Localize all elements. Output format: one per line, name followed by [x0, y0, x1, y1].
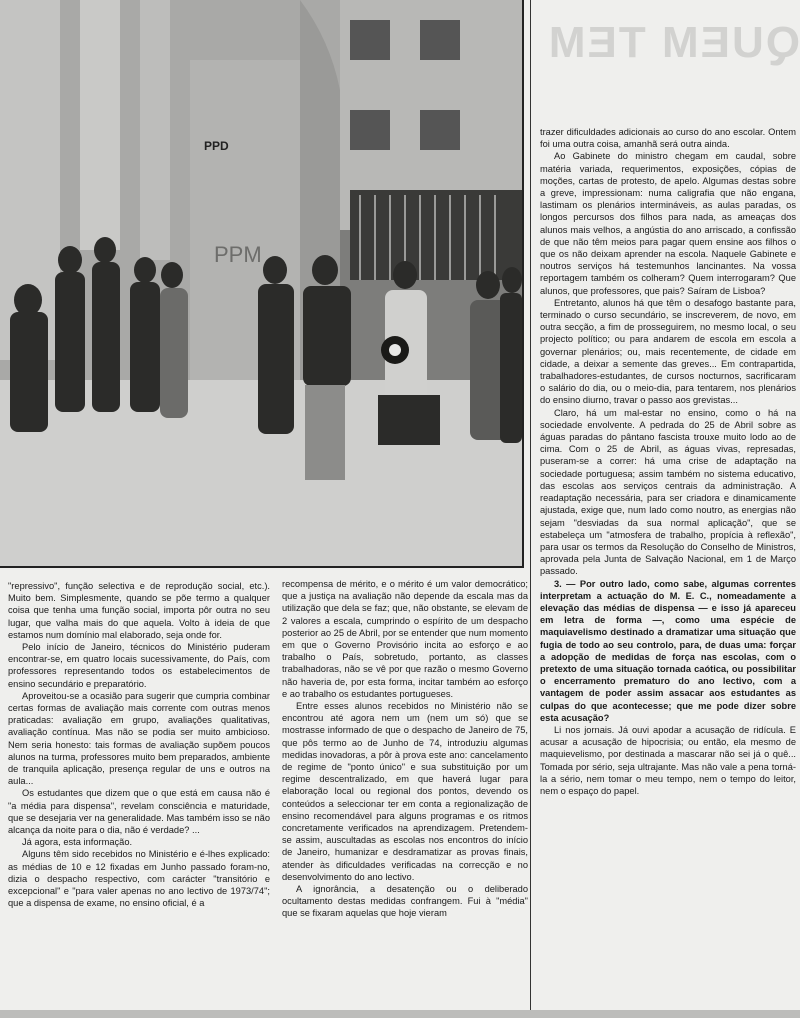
paragraph: Alguns têm sido recebidos no Ministério e é-lhes explicado: as médias de 10 e 12 fixadas em Junho passado foram-no, dizia o despacho respectivo, com carácter "transitório e excepcional" e "para valer apenas no ano lectivo de 1973/74"; que a dispensa de exame, no ensino oficial, é a — [8, 849, 270, 909]
article-column-1 — [8, 580, 270, 909]
interview-question: 3. — Por outro lado, como sabe, algumas correntes interpretam a actuação do M. E. C., nomeadamente a elevação das médias de dispensa — e isso já apareceu em letra de forma —, como uma espécie de maquiavelismo destinado a dramatizar uma situação que fugia de todo ao seu controlo, para, de duas uma: forçar a adopção de medidas de força nas escolas, com o pretexto de uma situação tornada caótica, ou possibilitar o encerramento prematuro do ano lectivo, com a vantagem de poder assim assacar aos estudantes as culpas do que acontecesse; que me pode dizer sobre esta acusação? — [540, 578, 796, 723]
paragraph: "repressivo", função selectiva e de reprodução social, etc.). Muito bem. Simplesmente, quando se põe termo a qualquer coisa que tenha uma função social, importa pôr outra no seu lugar, que valha mais do que aquela. Volto à ideia de que estamos num domínio mal elaborado, seja onde for. — [8, 581, 270, 640]
faded-headline: QUEM TEM — [546, 18, 800, 67]
paragraph: Pelo início de Janeiro, técnicos do Ministério puderam encontrar-se, em quatro locais sucessivamente, do País, com professores representando todos os estabelecimentos de ensino secundário e preparatório. — [8, 642, 270, 689]
paragraph: Os estudantes que dizem que o que está em causa não é "a média para dispensa", revelam consciência e maturidade, que se desejaria ver na generalidade. Mas também isso se não alcança da noite para o dia, não é verdade? ... — [8, 788, 270, 836]
paragraph: Ao Gabinete do ministro chegam em caudal, sobre matéria variada, requerimentos, exposições, cópias de moções, cartas de protesto, de apelo. Algumas destas sobre a greve, impressionam: numa caligrafia que não engana, lastimam os plenários intermináveis, as aulas paradas, os longos percursos dos filhos para nada, as ameaças dos alunos mais velhos, a angústia do ano arriscado, a confissão de que não têm meios para pagar quem ensine aos filhos o que os não deixam aprender na escola. Naquele Gabinete e noutros serviços há testemunhos lancinantes. Na vossa reportagem também os colheram? Quem interrogaram? Que alunos, que professores, que pais? Saíram de Lisboa? — [540, 151, 796, 296]
photo-illustration — [0, 0, 522, 566]
paragraph: A ignorância, a desatenção ou o deliberado ocultamento destas medidas confrangem. Fui à "média" que se fixaram aquelas que hoje vieram — [282, 884, 528, 919]
column-divider — [530, 0, 531, 1010]
paragraph: recompensa de mérito, e o mérito é um valor democrático; que a justiça na avaliação não depende da escala mas da utilização que dela se faz; que, não obstante, se elevam de 2 valores a escala, cumprindo o espírito de um despacho posterior ao 25 de Abril, por se entender que num momento em que o Governo Provisório incita ao esforço e ao trabalho o País, sobretudo, portanto, as classes trabalhadoras, não se vê por que razão o mesmo Governo não haveria de, por esta forma, incitar também ao esforço e ao trabalho os estudantes portugueses. — [282, 579, 528, 699]
paragraph: Entre esses alunos recebidos no Ministério não se encontrou até agora nem um (nem um só) que se mostrasse informado de que o despacho de Janeiro de 75, que pôs termo ao de Junho de 74, introduziu algumas medidas inovadoras, a pôr à prova este ano: cancelamento de regime de "ponto único" e sua substituição por um regime descentralizado, em que haverá lugar para elaboração local ou regional dos pontos, devendo os conteúdos a seleccionar ter em conta a regionalização de ensino recomendável para alguns programas e os ritmos concretamente verificados na aprendizagem. Pretendem-se assim, auscultadas as escolas nos encontros do início de Janeiro, humanizar e desdramatizar as provas finais, atender às dificuldades verificadas na correcção e no desenvolvimento do ano lectivo. — [282, 701, 528, 882]
article-column-2 — [282, 578, 528, 920]
paragraph: Entretanto, alunos há que têm o desafogo bastante para, terminado o curso secundário, se inscreverem, de novo, em outra secção, a fim de prosseguirem, no mesmo local, o seu projecto político; ou para andarem de escola em escola a governar plenários; ou, mais recentemente, de cidade em cidade, a deixar a semente das greves... Em contrapartida, trabalhadores-estudantes, de cursos nocturnos, sacrificaram o salário do dia, ou o meio-dia, para tentarem, nos plenários do ensino diurno, travar o passo aos grevistas... — [540, 297, 796, 406]
paragraph: Aproveitou-se a ocasião para sugerir que cumpria combinar certas formas de avaliação mais corrente com outras menos praticadas: avaliação em grupo, avaliações qualitativas, avaliação contínua. Mas não se podia ser muito ambicioso. Nem seria honesto: tais formas de avaliação supõem poucos alunos na turma, professores muito bem preparados, ambiente de tranquila aplicação, presença regular de uns e outros na aula... — [8, 690, 270, 787]
article-photo — [0, 0, 524, 568]
paragraph: Já agora, esta informação. — [22, 837, 133, 848]
sign-ppd: PPD — [204, 139, 229, 153]
article-column-3 — [540, 126, 796, 797]
page-edge — [0, 1010, 800, 1018]
graffiti-ppm: PPM — [214, 242, 262, 267]
paragraph: trazer dificuldades adicionais ao curso do ano escolar. Ontem foi uma outra coisa, amanhã será outra ainda. — [540, 127, 796, 150]
paragraph: Claro, há um mal-estar no ensino, como o há na sociedade envolvente. A pedrada do 25 de Abril sobre as águas paradas do pântano fascista trouxe muito lodo ao de cima. Com o 25 de Abril, as águas vivas, represadas, puseram-se a correr: há uma crise de adaptação na sociedade portuguesa; assim também no sistema educativo, das escolas aos serviços centrais da administração. A readaptação necessária, para ser criadora e dinamicamente ajustada, exige que, num lado como noutro, as energias não sejam "desviadas da sua normal aplicação", que se estabeleça um "atmosfera de trabalho, propícia à reflexão", para usar os termos da Resolução do Conselho de Ministros, aprovada pela Junta de Salvação Nacional, em 1 de Março passado. — [540, 407, 796, 577]
paragraph: Li nos jornais. Já ouvi apodar a acusação de ridícula. E acusar a acusação de hipocrisia; ou então, ela mesmo de maquievelismo, por destinada a mascarar não sei já o quê... Tomada por sério, seja ultrajante. Mas não vale a pena torná-la a sério, nem tomar o meu tempo, nem o tempo do leitor, nem o espaço do papel. — [540, 724, 796, 796]
